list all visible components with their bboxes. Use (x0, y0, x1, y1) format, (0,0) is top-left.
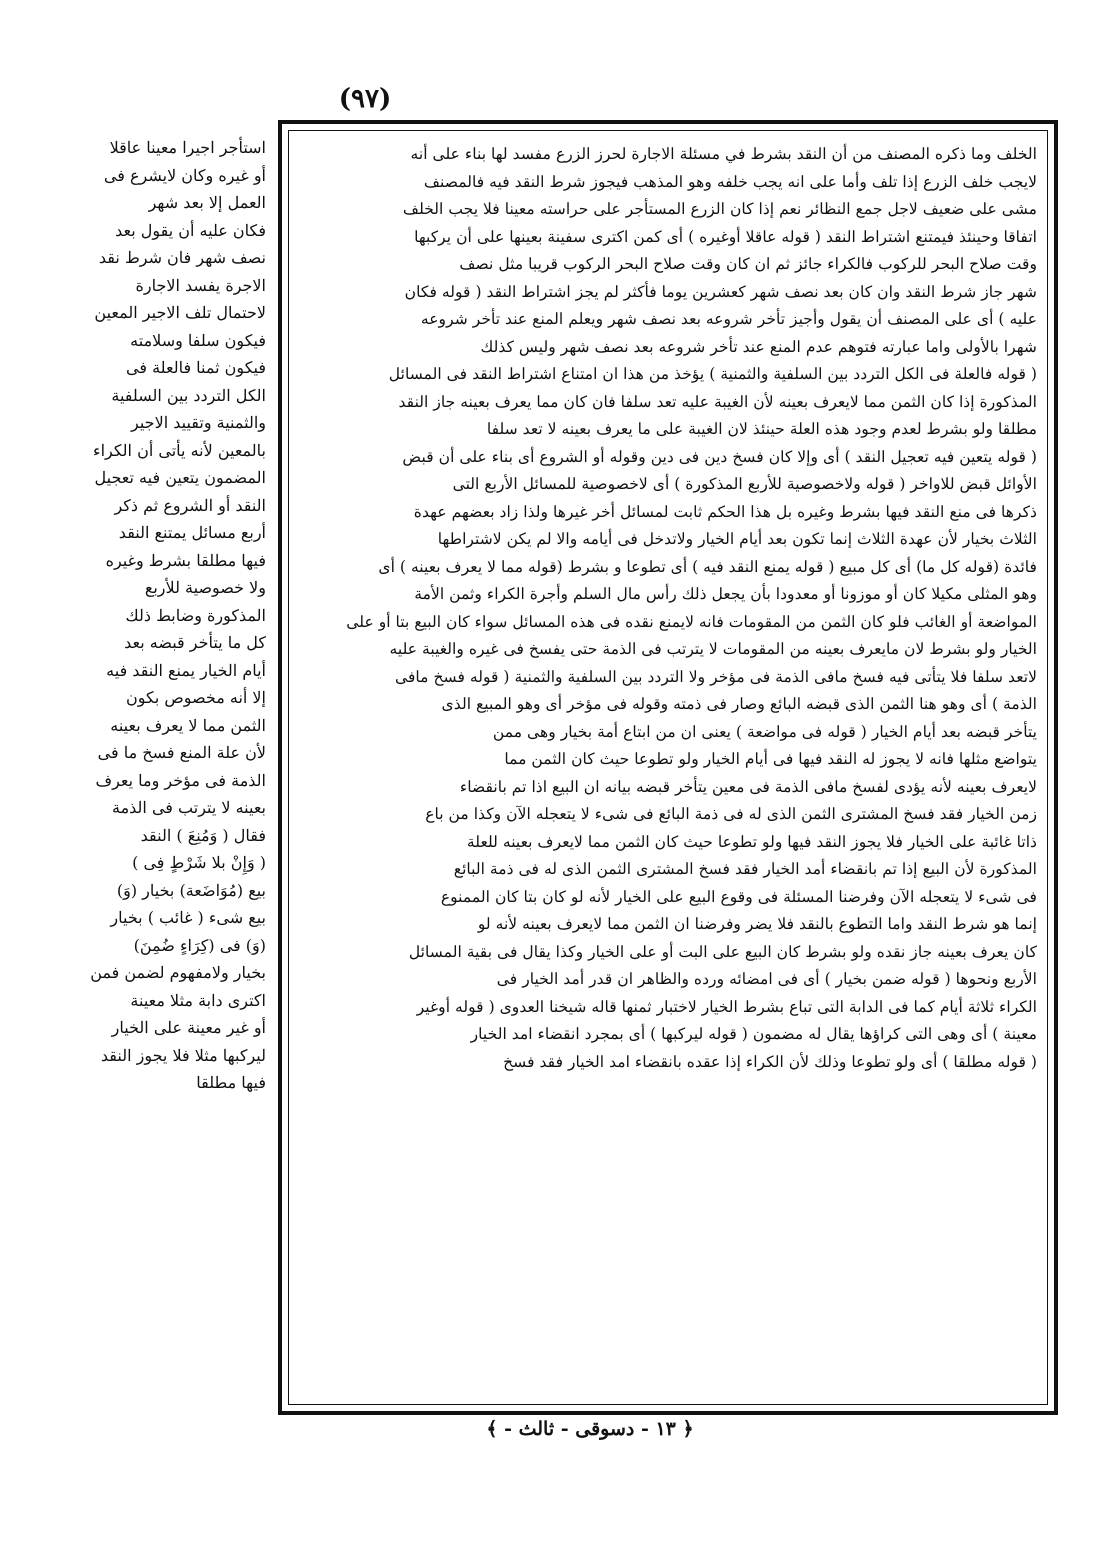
main-text-line: الخيار ولو بشرط لان مايعرف بعينه من المقومات لا يترتب فى الذمة حتى يفسخ فى غيره والغيبة عليه (389, 640, 1037, 658)
margin-text-line: ( وَإِنْ بلا شَرْطٍ فِى ) (132, 853, 266, 872)
margin-text-line: أو غيره وكان لايشرع فى (103, 165, 266, 185)
main-text-line: لايجب خلف الزرع إذا تلف وأما على انه يجب خلفه وهو المذهب فيجوز شرط النقد فيه فالمصنف (423, 172, 1037, 191)
main-text-line: مشى على ضعيف لاجل جمع النظائر نعم إذا كان الزرع المستأجر على حراسته معينا فلا يجب الخلف (402, 200, 1037, 218)
main-text-frame (278, 120, 1058, 1415)
main-text-line: إنما هو شرط النقد واما التطوع بالنقد فلا يضر وفرضنا ان الثمن مما لايعرف بعينه لأنه لو (477, 915, 1037, 933)
main-text-line: كان يعرف بعينه جاز نقده ولو بشرط كان البيع على البت أو على الخيار وكذا يقال فى بقية المسائل (408, 942, 1037, 961)
margin-text-line: بالمعين لأنه يأتى أن الكراء (93, 440, 266, 460)
margin-text-line: الاجرة يفسد الاجارة (135, 275, 266, 295)
main-text-line: فائدة (قوله كل ما) أى كل مبيع ( قوله يمنع النقد فيه ) أى تطوعا و بشرط (قوله مما لا يعرف بعينه ) أى (378, 557, 1037, 576)
printer-signature: ﴿ ١٣ - دسوقى - ثالث - ﴾ (486, 1418, 694, 1440)
margin-text-line: فيكون ثمنا فالعلة فى (126, 358, 266, 377)
margin-text-line: المضمون يتعين فيه تعجيل (94, 468, 266, 487)
main-text-line: المذكورة إذا كان الثمن مما لايعرف بعينه لأن الغيبة عليه تعد سلفا فان كان مما يعرف بعينه جاز النقد (398, 392, 1037, 411)
main-text-line: لاتعد سلفا فلا يتأتى فيه فسخ مافى الذمة فى مؤخر ولا التردد بين السلفية والثمنية ( قوله فسخ مافى (394, 667, 1037, 686)
margin-text-line: لأن علة المنع فسخ ما فى (97, 743, 266, 762)
main-text-line: الذمة ) أى وهو هنا الثمن الذى قبضه البائع وصار فى ذمته وقوله فى مؤخر أى وهو المبيع الذى (441, 695, 1037, 713)
margin-text-line: (وَ) فى (كِرَاءٍ ضُمِنَ) (133, 935, 266, 955)
margin-text-line: فقال ( وَمُنِعَ ) النقد (140, 825, 266, 845)
margin-text-line: فيكون سلفا وسلامته (130, 330, 266, 350)
main-text-line: ذاتا غائبة على الخيار فلا يجوز النقد فيها ولو تطوعا حيث كان الثمن مما لايعرف بعينه للعلة (466, 832, 1037, 851)
main-text-line: وهو المثلى مكيلا كان أو موزونا أو معدودا بأن يجعل ذلك رأس مال السلم وأجرة الكراء وثمن الأمة (414, 585, 1037, 603)
margin-text-line: فيها مطلقا بشرط وغيره (105, 550, 266, 570)
margin-text-line: بعينه لا يترتب فى الذمة (112, 798, 266, 817)
margin-text-line: اكترى دابة مثلا معينة (130, 990, 266, 1010)
margin-text-line: كل ما يتأخر قبضه بعد (124, 633, 266, 652)
main-text-line: ( قوله مطلقا ) أى ولو تطوعا وذلك لأن الكراء إذا عقده بانقضاء امد الخيار فقد فسخ (503, 1052, 1037, 1071)
margin-text-line: بيع (مُوَاضَعة) بخيار (وَ) (116, 880, 266, 900)
main-text-line: يتأخر قبضه بعد أيام الخيار ( قوله فى مواضعة ) يعنى ان من ابتاع أمة بخيار وهى ممن (492, 722, 1037, 741)
margin-text-line: والثمنية وتقييد الاجير (131, 413, 266, 432)
margin-text-line: إلا أنه مخصوص بكون (126, 688, 266, 707)
main-text-line: لايعرف بعينه لأنه يؤدى لفسخ مافى الذمة فى معين يتأخر قبضه بيانه ان البيع اذا تم بانقضاء (459, 777, 1037, 796)
margin-text-line: الثمن مما لا يعرف بعينه (110, 715, 266, 735)
margin-text-line: بخيار ولامفهوم لضمن فمن (90, 963, 266, 982)
main-text-line: فى شىء لا يتعجله الآن وفرضنا المسئلة فى وقوع البيع على الخيار لأنه لو كان بتا كان الممنوع (440, 887, 1037, 906)
main-text-line: ذكرها فى منع النقد فيها بشرط وغيره بل هذا الحكم ثابت لمسائل أخر غيرها ولذا زاد بعضهم عهدة (413, 502, 1037, 521)
main-text-inner-border (288, 130, 1048, 1405)
margin-text-line: فكان عليه أن يقول بعد (115, 220, 266, 240)
main-text-line: عليه ) أى على المصنف أن يقول وأجيز تأخر شروعه بعد نصف شهر ويعلم المنع عند تأخر شروعه (420, 310, 1037, 328)
margin-text-line: ولا خصوصية للأربع (144, 578, 266, 597)
main-text-line: الأوائل قبض للاواخر ( قوله ولاخصوصية للأربع المذكورة ) أى لاخصوصية للمسائل الأربع التى (452, 475, 1037, 493)
margin-text-line: ليركبها مثلا فلا يجوز النقد (100, 1045, 266, 1065)
main-text-line: المواضعة أو الغائب فلو كان الثمن من المقومات فانه لايمنع نقده فى هذه المسائل سواء كان البيع بتا أو على (346, 612, 1037, 631)
margin-text-line: النقد أو الشروع ثم ذكر (114, 495, 266, 515)
margin-text-line: العمل إلا بعد شهر (148, 193, 266, 212)
main-text-line: يتواضع مثلها فانه لا يجوز له النقد فيها فى أيام الخيار ولو تطوعا حيث كان الثمن مما (504, 750, 1037, 768)
main-text-line: الخلف وما ذكره المصنف من أن النقد بشرط في مسئلة الاجارة لحرز الزرع مفسد لها بناء على أنه (410, 145, 1037, 163)
page-number: (٩٧) (338, 84, 392, 114)
main-text-line: الكراء ثلاثة أيام كما فى الدابة التى تباع بشرط الخيار لاختبار ثمنها قاله شيخنا العدوى ( قوله أوغير (416, 997, 1037, 1016)
margin-text-line: أيام الخيار يمنع النقد فيه (106, 660, 266, 680)
margin-text-line: بيع شىء ( غائب ) بخيار (110, 908, 266, 927)
main-text-line: الثلاث بخيار لأن عهدة الثلاث إنما تكون بعد أيام الخيار ولاتدخل فى أيامه والا لم يكن لاشتراطها (437, 530, 1037, 548)
margin-text-line: الكل التردد بين السلفية (111, 385, 266, 405)
main-text-line: شهرا بالأولى واما عبارته فتوهم عدم المنع عند تأخر شروعه بعد نصف شهر وليس كذلك (480, 337, 1037, 356)
main-text-line: اتفاقا وحينئذ فيمتنع اشتراط النقد ( قوله عاقلا أوغيره ) أى كمن اكترى سفينة بعينها على أن يركبها (414, 227, 1037, 246)
margin-text-line: استأجر اجيرا معينا عاقلا (109, 138, 266, 157)
main-text-line: المذكورة لأن البيع إذا تم بانقضاء أمد الخيار فقد فسخ المشترى الثمن الذى له فى ذمة البائع (453, 860, 1037, 878)
margin-text-line: فيها مطلقا (196, 1073, 266, 1092)
main-text-line: شهر جاز شرط النقد وان كان بعد نصف شهر كعشرين يوما فأكثر لم يجز اشتراط النقد ( قوله فكان (404, 282, 1037, 301)
main-commentary (299, 141, 1037, 1396)
margin-text-line: أربع مسائل يمتنع النقد (118, 523, 266, 542)
main-text-line: ( قوله فالعلة فى الكل التردد بين السلفية والثمنية ) يؤخذ من هذا ان امتناع اشتراط النقد فى المسائل (388, 365, 1037, 383)
margin-text-line: أو غير معينة على الخيار (111, 1018, 266, 1037)
margin-commentary (18, 134, 266, 1354)
margin-text-line: الذمة فى مؤخر وما يعرف (95, 770, 266, 790)
main-text-line: مطلقا ولو بشرط لعدم وجود هذه العلة حينئذ لان الغيبة على ما يعرف بعينه لا تعد سلفا (486, 420, 1037, 438)
main-text-line: معينة ) أى وهى التى كراؤها يقال له مضمون ( قوله ليركبها ) أى بمجرد انقضاء امد الخيار (470, 1025, 1037, 1043)
main-text-line: الأربع ونحوها ( قوله ضمن بخيار ) أى فى امضائه ورده والظاهر ان قدر أمد الخيار فى (496, 970, 1037, 988)
margin-text-line: لاحتمال تلف الاجير المعين (94, 303, 266, 322)
margin-text-line: نصف شهر فان شرط نقد (98, 248, 266, 267)
main-text-line: ( قوله يتعين فيه تعجيل النقد ) أى وإلا كان فسخ دين فى دين وقوله أو الشروع أى بناء على أن قبض (402, 447, 1037, 466)
main-text-line: زمن الخيار فقد فسخ المشترى الثمن الذى له فى ذمة البائع فى شىء لا يتعجله الآن وكذا من باع (425, 805, 1037, 823)
main-text-line: وقت صلاح البحر للركوب فالكراء جائز ثم ان كان وقت صلاح البحر الركوب قريبا مثل نصف (459, 255, 1037, 273)
margin-text-line: المذكورة وضابط ذلك (125, 605, 266, 625)
